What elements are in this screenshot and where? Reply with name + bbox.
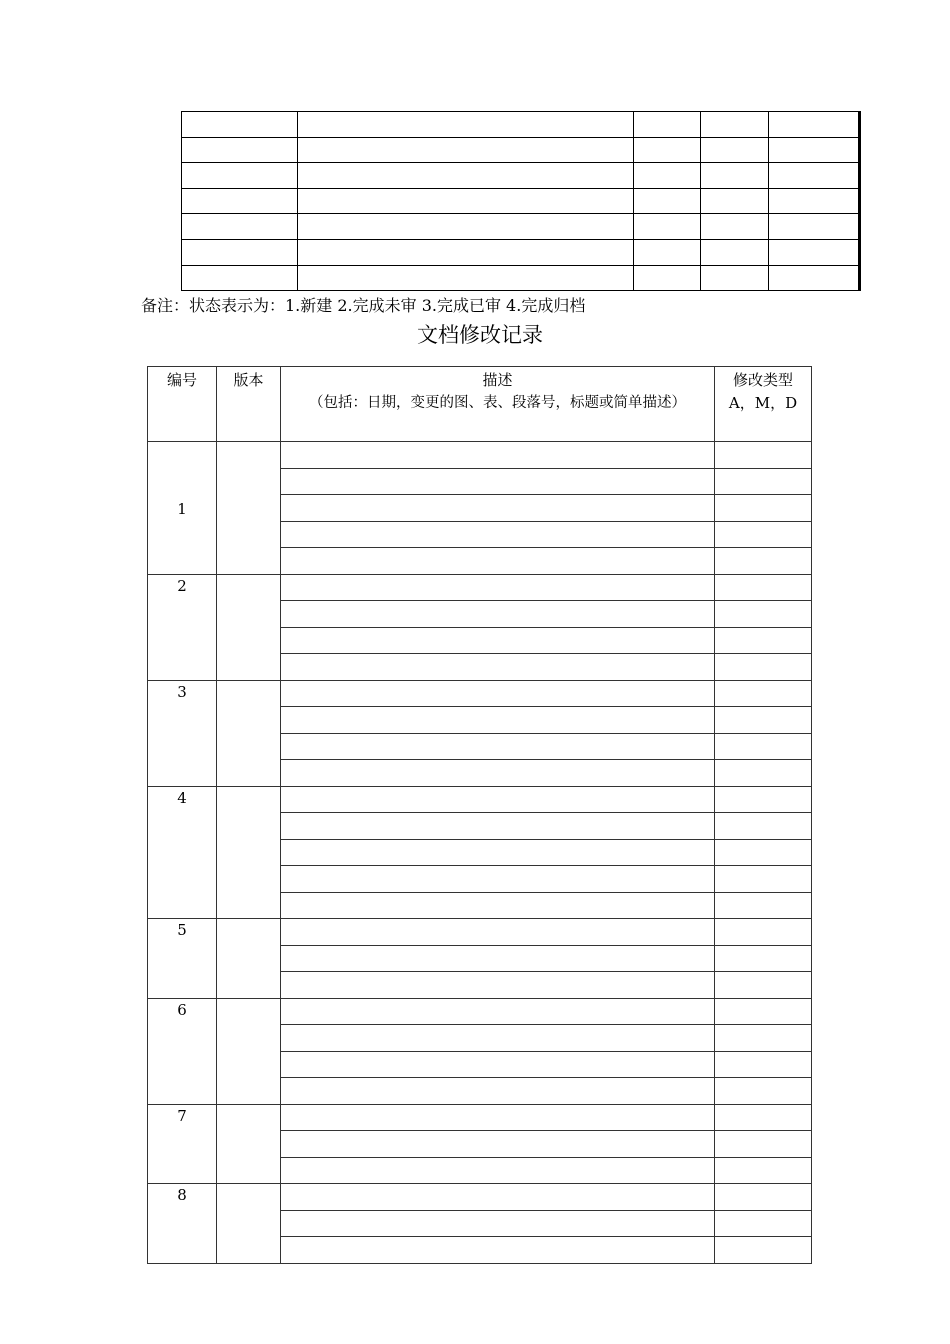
status-table-cell[interactable]: [298, 188, 634, 214]
entry-number: [148, 919, 217, 999]
status-table-cell[interactable]: [701, 163, 769, 189]
change-type-cell[interactable]: [715, 1051, 812, 1078]
table-row: [148, 919, 812, 946]
entry-number: [148, 1104, 217, 1184]
description-cell[interactable]: [281, 866, 715, 893]
description-cell[interactable]: [281, 1078, 715, 1105]
change-type-cell[interactable]: [715, 654, 812, 681]
change-type-cell[interactable]: [715, 680, 812, 707]
entry-number-label: 4: [177, 788, 187, 807]
change-type-cell[interactable]: [715, 919, 812, 946]
status-table-row: [182, 188, 860, 214]
status-table-row: [182, 265, 860, 291]
change-type-cell[interactable]: [715, 574, 812, 601]
description-cell[interactable]: [281, 972, 715, 999]
entry-number-label: 1: [177, 499, 187, 518]
status-table-cell[interactable]: [701, 239, 769, 265]
header-change-type-label: 修改类型: [732, 371, 793, 389]
description-cell[interactable]: [281, 1104, 715, 1131]
description-cell[interactable]: [281, 654, 715, 681]
description-cell[interactable]: [281, 813, 715, 840]
table-row: [148, 680, 812, 707]
description-cell[interactable]: [281, 1157, 715, 1184]
change-type-cell[interactable]: [715, 892, 812, 919]
status-table-cell[interactable]: [298, 265, 634, 291]
description-cell[interactable]: [281, 680, 715, 707]
table-row: [148, 1184, 812, 1211]
description-cell[interactable]: [281, 919, 715, 946]
status-note: 备注：状态表示为：1.新建 2.完成未审 3.完成已审 4.完成归档: [141, 296, 586, 315]
description-cell[interactable]: [281, 839, 715, 866]
entry-version-cell[interactable]: [217, 919, 281, 999]
entry-number: [148, 786, 217, 919]
description-cell[interactable]: [281, 1131, 715, 1158]
table-row: [148, 442, 812, 469]
description-cell[interactable]: [281, 601, 715, 628]
description-cell[interactable]: [281, 1184, 715, 1211]
status-table-cell[interactable]: [769, 112, 860, 138]
entry-number: [148, 442, 217, 575]
entry-number-label: 7: [177, 1106, 187, 1125]
header-description: [281, 367, 715, 442]
change-type-cell[interactable]: [715, 1184, 812, 1211]
entry-number-label: 2: [177, 576, 187, 595]
description-cell[interactable]: [281, 1210, 715, 1237]
change-type-cell[interactable]: [715, 1025, 812, 1052]
status-table-cell[interactable]: [769, 239, 860, 265]
revision-log-table: [147, 366, 812, 1264]
description-cell[interactable]: [281, 548, 715, 575]
status-table-row: [182, 137, 860, 163]
description-cell[interactable]: [281, 760, 715, 787]
table-row: [148, 1104, 812, 1131]
entry-version-cell[interactable]: [217, 998, 281, 1104]
change-type-cell[interactable]: [715, 866, 812, 893]
entry-number-label: 3: [177, 682, 187, 701]
change-type-cell[interactable]: [715, 760, 812, 787]
status-table-cell[interactable]: [634, 137, 701, 163]
entry-version-cell[interactable]: [217, 1104, 281, 1184]
entry-number: [148, 574, 217, 680]
status-table-cell[interactable]: [701, 112, 769, 138]
entry-number: [148, 1184, 217, 1264]
change-type-cell[interactable]: [715, 945, 812, 972]
header-number: 编号: [148, 367, 217, 442]
status-table-cell[interactable]: [701, 188, 769, 214]
change-type-cell[interactable]: [715, 786, 812, 813]
change-type-cell[interactable]: [715, 733, 812, 760]
status-table-cell[interactable]: [634, 239, 701, 265]
status-table-cell[interactable]: [182, 163, 298, 189]
change-type-cell[interactable]: [715, 548, 812, 575]
description-cell[interactable]: [281, 1051, 715, 1078]
status-table-cell[interactable]: [769, 265, 860, 291]
page-title: 文档修改记录: [417, 323, 543, 347]
table-row: [148, 574, 812, 601]
change-type-cell[interactable]: [715, 495, 812, 522]
description-cell[interactable]: [281, 442, 715, 469]
change-type-cell[interactable]: [715, 1104, 812, 1131]
description-cell[interactable]: [281, 1237, 715, 1264]
change-type-cell[interactable]: [715, 1210, 812, 1237]
status-table-cell[interactable]: [298, 214, 634, 240]
description-cell[interactable]: [281, 495, 715, 522]
description-cell[interactable]: [281, 1025, 715, 1052]
change-type-cell[interactable]: [715, 1237, 812, 1264]
description-cell[interactable]: [281, 627, 715, 654]
header-description-sub: （包括：日期，变更的图、表、段落号，标题或简单描述）: [309, 395, 686, 411]
status-table-cell[interactable]: [298, 239, 634, 265]
entry-version-cell[interactable]: [217, 1184, 281, 1264]
change-type-cell[interactable]: [715, 627, 812, 654]
status-table-cell[interactable]: [634, 214, 701, 240]
status-table-cell[interactable]: [769, 214, 860, 240]
description-cell[interactable]: [281, 468, 715, 495]
description-cell[interactable]: [281, 574, 715, 601]
header-change-type: [715, 367, 812, 442]
status-table-row: [182, 214, 860, 240]
entry-version-cell[interactable]: [217, 680, 281, 786]
status-table: [181, 111, 861, 291]
description-cell[interactable]: [281, 998, 715, 1025]
header-row: [148, 367, 812, 442]
status-table-cell[interactable]: [182, 188, 298, 214]
change-type-cell[interactable]: [715, 601, 812, 628]
change-type-cell[interactable]: [715, 521, 812, 548]
description-cell[interactable]: [281, 707, 715, 734]
change-type-cell[interactable]: [715, 839, 812, 866]
change-type-cell[interactable]: [715, 1157, 812, 1184]
entry-number-label: 5: [177, 921, 187, 939]
change-type-cell[interactable]: [715, 442, 812, 469]
status-table-cell[interactable]: [298, 112, 634, 138]
status-table-cell[interactable]: [182, 137, 298, 163]
header-description-label: 描述: [482, 371, 513, 389]
status-table-cell[interactable]: [701, 137, 769, 163]
status-table-cell[interactable]: [634, 112, 701, 138]
change-type-cell[interactable]: [715, 1131, 812, 1158]
status-table-cell[interactable]: [182, 214, 298, 240]
change-type-cell[interactable]: [715, 998, 812, 1025]
status-table-cell[interactable]: [182, 112, 298, 138]
status-table-row: [182, 163, 860, 189]
status-table-cell[interactable]: [634, 163, 701, 189]
entry-number: [148, 998, 217, 1104]
status-table-cell[interactable]: [769, 163, 860, 189]
description-cell[interactable]: [281, 521, 715, 548]
change-type-cell[interactable]: [715, 468, 812, 495]
status-table-cell[interactable]: [769, 188, 860, 214]
status-table-cell[interactable]: [298, 163, 634, 189]
status-table-row: [182, 239, 860, 265]
description-cell[interactable]: [281, 733, 715, 760]
entry-number-label: 6: [177, 1000, 187, 1019]
entry-number-label: 8: [177, 1186, 187, 1204]
header-change-type-sub: A，M，D: [728, 394, 798, 412]
table-row: [148, 786, 812, 813]
change-type-cell[interactable]: [715, 1078, 812, 1105]
entry-number: [148, 680, 217, 786]
entry-version-cell[interactable]: [217, 442, 281, 575]
status-table-row: [182, 112, 860, 138]
change-type-cell[interactable]: [715, 972, 812, 999]
status-table-cell[interactable]: [182, 239, 298, 265]
status-table-cell[interactable]: [701, 265, 769, 291]
status-table-cell[interactable]: [769, 137, 860, 163]
status-table-cell[interactable]: [298, 137, 634, 163]
header-version: 版本: [217, 367, 281, 442]
status-table-cell[interactable]: [701, 214, 769, 240]
description-cell[interactable]: [281, 945, 715, 972]
status-table-cell[interactable]: [634, 188, 701, 214]
description-cell[interactable]: [281, 786, 715, 813]
change-type-cell[interactable]: [715, 813, 812, 840]
entry-version-cell[interactable]: [217, 786, 281, 919]
change-type-cell[interactable]: [715, 707, 812, 734]
entry-version-cell[interactable]: [217, 574, 281, 680]
status-table-cell[interactable]: [182, 265, 298, 291]
status-table-cell[interactable]: [634, 265, 701, 291]
table-row: [148, 998, 812, 1025]
description-cell[interactable]: [281, 892, 715, 919]
